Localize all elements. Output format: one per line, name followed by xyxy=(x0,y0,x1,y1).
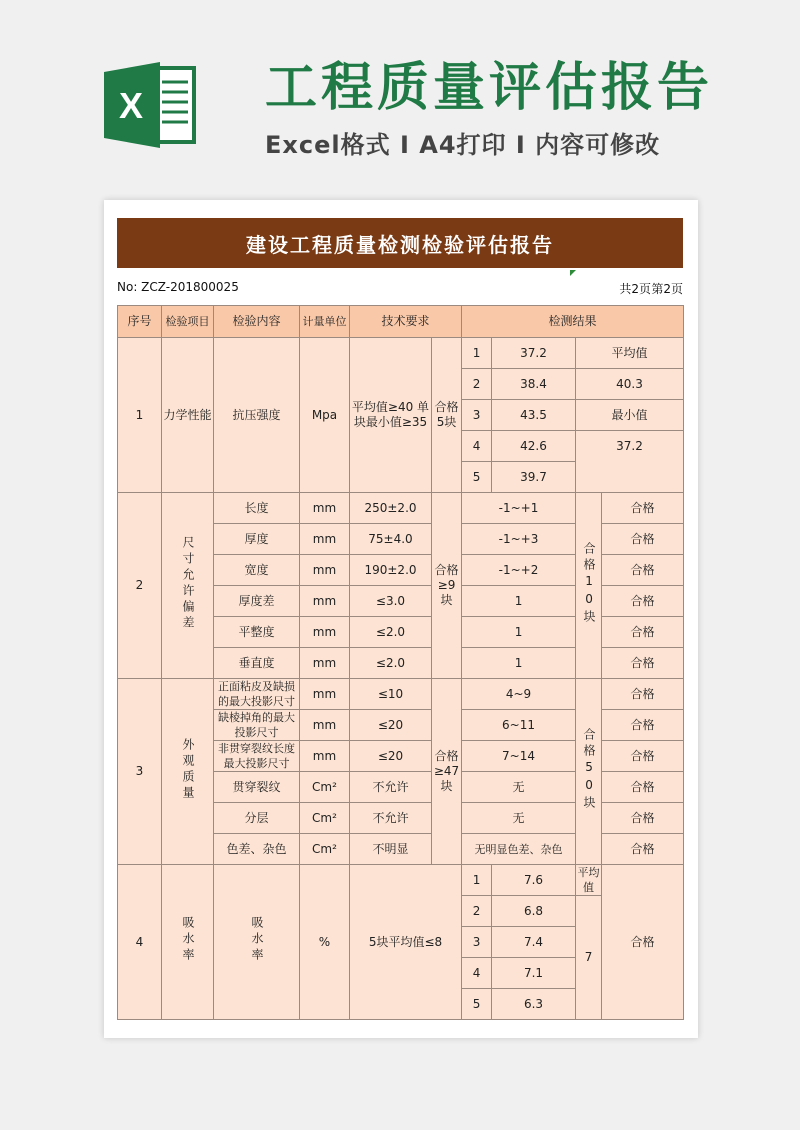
excel-logo-icon xyxy=(104,60,199,150)
s4-sample-no: 3 xyxy=(462,927,492,958)
header-seq: 序号 xyxy=(118,306,162,338)
s2-content: 垂直度 xyxy=(214,648,300,679)
s2-content: 厚度 xyxy=(214,524,300,555)
s1-seq: 1 xyxy=(118,338,162,493)
table-row xyxy=(118,338,684,369)
s4-sample-value: 7.1 xyxy=(492,958,576,989)
s4-content-cell xyxy=(214,865,300,1020)
s2-judge: 合格≥9块 xyxy=(432,493,462,679)
document-meta xyxy=(117,280,683,300)
s4-sample-no: 1 xyxy=(462,865,492,896)
s4-sample-value: 7.6 xyxy=(492,865,576,896)
header-item: 检验项目 xyxy=(162,306,214,338)
document-number: No: ZCZ-201800025 xyxy=(117,280,239,294)
s3-unit: Cm² xyxy=(300,772,350,803)
s1-sample-no: 2 xyxy=(462,369,492,400)
s1-item: 力学性能 xyxy=(162,338,214,493)
s1-min-value: 37.2 xyxy=(576,431,684,493)
page-subtitle: Excel格式 I A4打印 I 内容可修改 xyxy=(265,131,661,159)
s4-avg-value: 7 xyxy=(576,896,602,1020)
s4-avg-label: 平均值 xyxy=(577,866,600,894)
s2-result: 合格 xyxy=(602,586,684,617)
s4-sample-value: 6.8 xyxy=(492,896,576,927)
s3-requirement: 不明显 xyxy=(350,834,432,865)
s2-result: 合格 xyxy=(602,493,684,524)
s2-sum: 合格10块 xyxy=(582,541,597,626)
s4-sample-value: 6.3 xyxy=(492,989,576,1020)
page-title: 工程质量评估报告 xyxy=(265,58,714,118)
table-row xyxy=(118,865,684,896)
s3-result: 合格 xyxy=(602,834,684,865)
s2-value: -1~+3 xyxy=(462,524,576,555)
s1-sample-no: 5 xyxy=(462,462,492,493)
s2-sum-cell xyxy=(576,493,602,679)
s2-unit: mm xyxy=(300,493,350,524)
s2-result: 合格 xyxy=(602,555,684,586)
s2-result: 合格 xyxy=(602,648,684,679)
s3-requirement: ≤20 xyxy=(350,710,432,741)
s3-result: 合格 xyxy=(602,803,684,834)
s3-item: 外观质量 xyxy=(181,737,195,802)
s2-unit: mm xyxy=(300,524,350,555)
s4-item-cell xyxy=(162,865,214,1020)
s3-seq: 3 xyxy=(118,679,162,865)
s2-result: 合格 xyxy=(602,617,684,648)
table-header-row xyxy=(118,306,684,338)
s2-content: 宽度 xyxy=(214,555,300,586)
s3-result: 合格 xyxy=(602,710,684,741)
s2-item: 尺寸允许偏差 xyxy=(181,535,195,632)
document-title: 建设工程质量检测检验评估报告 xyxy=(117,218,683,268)
s2-content: 长度 xyxy=(214,493,300,524)
s2-unit: mm xyxy=(300,586,350,617)
s1-sample-no: 4 xyxy=(462,431,492,462)
s3-value: 无明显色差、杂色 xyxy=(462,834,576,865)
s3-sum-cell xyxy=(576,679,602,865)
s4-requirement: 5块平均值≤8 xyxy=(350,865,462,1020)
s2-requirement: ≤2.0 xyxy=(350,617,432,648)
s3-unit: Cm² xyxy=(300,834,350,865)
s3-unit: Cm² xyxy=(300,803,350,834)
table-row xyxy=(118,493,684,524)
cell-comment-marker xyxy=(570,270,576,276)
s3-content: 贯穿裂纹 xyxy=(214,772,300,803)
s2-value: -1~+2 xyxy=(462,555,576,586)
header-requirement: 技术要求 xyxy=(350,306,462,338)
table-row xyxy=(118,679,684,710)
s3-unit: mm xyxy=(300,741,350,772)
s3-content: 分层 xyxy=(214,803,300,834)
s1-sample-value: 39.7 xyxy=(492,462,576,493)
s4-seq: 4 xyxy=(118,865,162,1020)
s1-unit: Mpa xyxy=(300,338,350,493)
s1-sample-value: 42.6 xyxy=(492,431,576,462)
s2-content: 平整度 xyxy=(214,617,300,648)
s3-requirement: 不允许 xyxy=(350,772,432,803)
s2-seq: 2 xyxy=(118,493,162,679)
s2-requirement: ≤3.0 xyxy=(350,586,432,617)
s1-min-label: 最小值 xyxy=(576,400,684,431)
s3-judge: 合格≥47块 xyxy=(432,679,462,865)
s3-value: 无 xyxy=(462,772,576,803)
s3-content: 缺棱掉角的最大投影尺寸 xyxy=(214,710,300,741)
s2-unit: mm xyxy=(300,648,350,679)
s4-sample-no: 4 xyxy=(462,958,492,989)
s3-unit: mm xyxy=(300,679,350,710)
s3-value: 4~9 xyxy=(462,679,576,710)
header-unit: 计量单位 xyxy=(300,306,350,338)
s4-sample-value: 7.4 xyxy=(492,927,576,958)
s3-result: 合格 xyxy=(602,741,684,772)
s2-requirement: 250±2.0 xyxy=(350,493,432,524)
s2-item-cell xyxy=(162,493,214,679)
s1-sample-no: 1 xyxy=(462,338,492,369)
s3-result: 合格 xyxy=(602,679,684,710)
s3-requirement: ≤10 xyxy=(350,679,432,710)
s3-value: 7~14 xyxy=(462,741,576,772)
report-table xyxy=(117,305,684,1020)
s1-avg-label: 平均值 xyxy=(576,338,684,369)
s1-judge: 合格5块 xyxy=(432,338,462,493)
s2-content: 厚度差 xyxy=(214,586,300,617)
s3-requirement: 不允许 xyxy=(350,803,432,834)
s3-item-cell xyxy=(162,679,214,865)
s1-sample-value: 43.5 xyxy=(492,400,576,431)
header-result: 检测结果 xyxy=(462,306,684,338)
s2-value: 1 xyxy=(462,617,576,648)
current-page: 第2页 xyxy=(651,282,683,296)
s1-avg-value: 40.3 xyxy=(576,369,684,400)
s3-result: 合格 xyxy=(602,772,684,803)
s4-unit: % xyxy=(300,865,350,1020)
s3-content: 非贯穿裂纹长度最大投影尺寸 xyxy=(214,741,300,772)
s3-sum: 合格50块 xyxy=(582,727,597,812)
s2-requirement: 75±4.0 xyxy=(350,524,432,555)
s1-sample-value: 38.4 xyxy=(492,369,576,400)
s4-result: 合格 xyxy=(602,865,684,1020)
s1-content: 抗压强度 xyxy=(214,338,300,493)
total-pages: 共2页 xyxy=(619,282,651,296)
header-content: 检验内容 xyxy=(214,306,300,338)
s3-value: 无 xyxy=(462,803,576,834)
s2-value: 1 xyxy=(462,586,576,617)
s3-requirement: ≤20 xyxy=(350,741,432,772)
s3-unit: mm xyxy=(300,710,350,741)
s1-sample-value: 37.2 xyxy=(492,338,576,369)
s2-requirement: ≤2.0 xyxy=(350,648,432,679)
s4-sample-no: 5 xyxy=(462,989,492,1020)
s2-unit: mm xyxy=(300,555,350,586)
s2-requirement: 190±2.0 xyxy=(350,555,432,586)
s4-item: 吸水率 xyxy=(181,916,195,964)
s3-value: 6~11 xyxy=(462,710,576,741)
s3-content: 正面粘皮及缺损的最大投影尺寸 xyxy=(214,679,300,710)
s1-sample-no: 3 xyxy=(462,400,492,431)
s1-requirement: 平均值≥40 单块最小值≥35 xyxy=(350,338,432,493)
s4-content: 吸水率 xyxy=(250,916,264,964)
s2-result: 合格 xyxy=(602,524,684,555)
s2-value: 1 xyxy=(462,648,576,679)
s2-unit: mm xyxy=(300,617,350,648)
s2-value: -1~+1 xyxy=(462,493,576,524)
logo-letter: X xyxy=(118,85,144,126)
s3-content: 色差、杂色 xyxy=(214,834,300,865)
s4-sample-no: 2 xyxy=(462,896,492,927)
